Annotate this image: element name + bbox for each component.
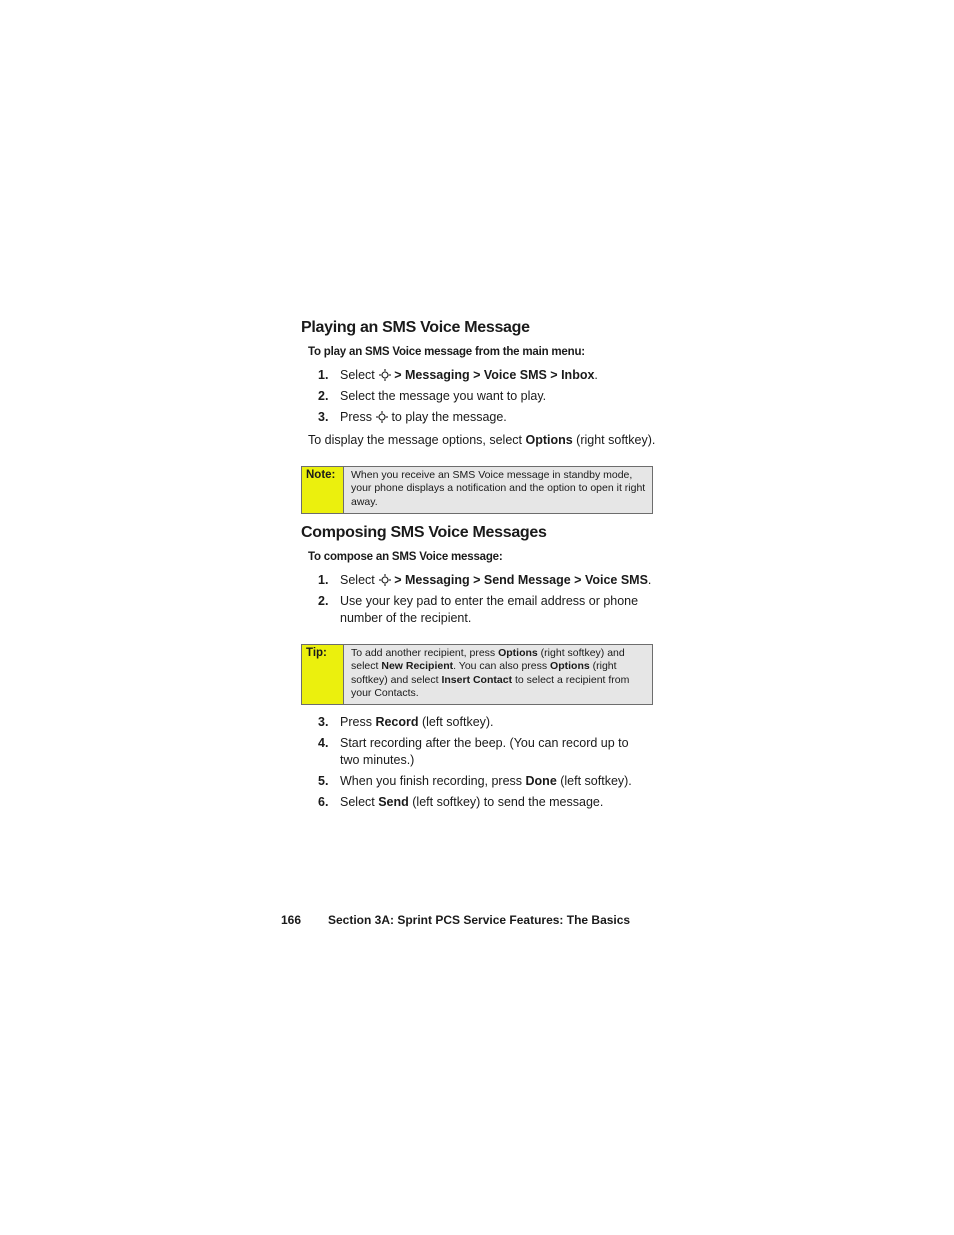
section-intro-composing: To compose an SMS Voice message: xyxy=(308,551,503,563)
step-number: 3. xyxy=(318,410,329,424)
step-number: 5. xyxy=(318,774,329,788)
step-text: Select the message you want to play. xyxy=(340,389,547,403)
step-number: 1. xyxy=(318,573,329,587)
options-paragraph: To display the message options, select Options (right softkey). xyxy=(308,433,656,447)
step-text: Press xyxy=(340,410,372,424)
navigation-key-icon xyxy=(379,574,391,586)
step-number: 2. xyxy=(318,389,329,403)
section-intro-playing: To play an SMS Voice message from the main menu: xyxy=(308,346,585,358)
note-label: Note: xyxy=(302,467,344,513)
navigation-key-icon xyxy=(379,369,391,381)
step-number: 4. xyxy=(318,736,329,750)
tip-text: To add another recipient, press Options (right softkey) and select New Recipient. You can also press Options (right softkey) and select Insert Contact to select a recipient from your Contacts. xyxy=(351,647,630,699)
step-text: Select xyxy=(340,368,375,382)
menu-path: > Messaging > Send Message > Voice SMS xyxy=(394,573,648,587)
footer-section-title: Section 3A: Sprint PCS Service Features: The Basics xyxy=(328,913,631,927)
step-text: Use your key pad to enter the email address or phone number of the recipient. xyxy=(340,594,639,625)
step-number: 3. xyxy=(318,715,329,729)
note-text: When you receive an SMS Voice message in standby mode, your phone displays a notification and the option to open it right away. xyxy=(351,469,646,508)
menu-path: > Messaging > Voice SMS > Inbox xyxy=(394,368,595,382)
tip-label: Tip: xyxy=(302,645,344,704)
section-heading-playing: Playing an SMS Voice Message xyxy=(301,319,530,336)
note-callout xyxy=(301,466,653,514)
step-number: 2. xyxy=(318,594,329,608)
step-number: 1. xyxy=(318,368,329,382)
navigation-key-icon xyxy=(376,411,388,423)
step-text: Start recording after the beep. (You can record up to two minutes.) xyxy=(340,736,629,767)
step-text: Select xyxy=(340,573,375,587)
tip-callout xyxy=(301,644,653,705)
section-heading-composing: Composing SMS Voice Messages xyxy=(301,524,547,541)
step-number: 6. xyxy=(318,795,329,809)
page-number: 166 xyxy=(281,913,302,927)
